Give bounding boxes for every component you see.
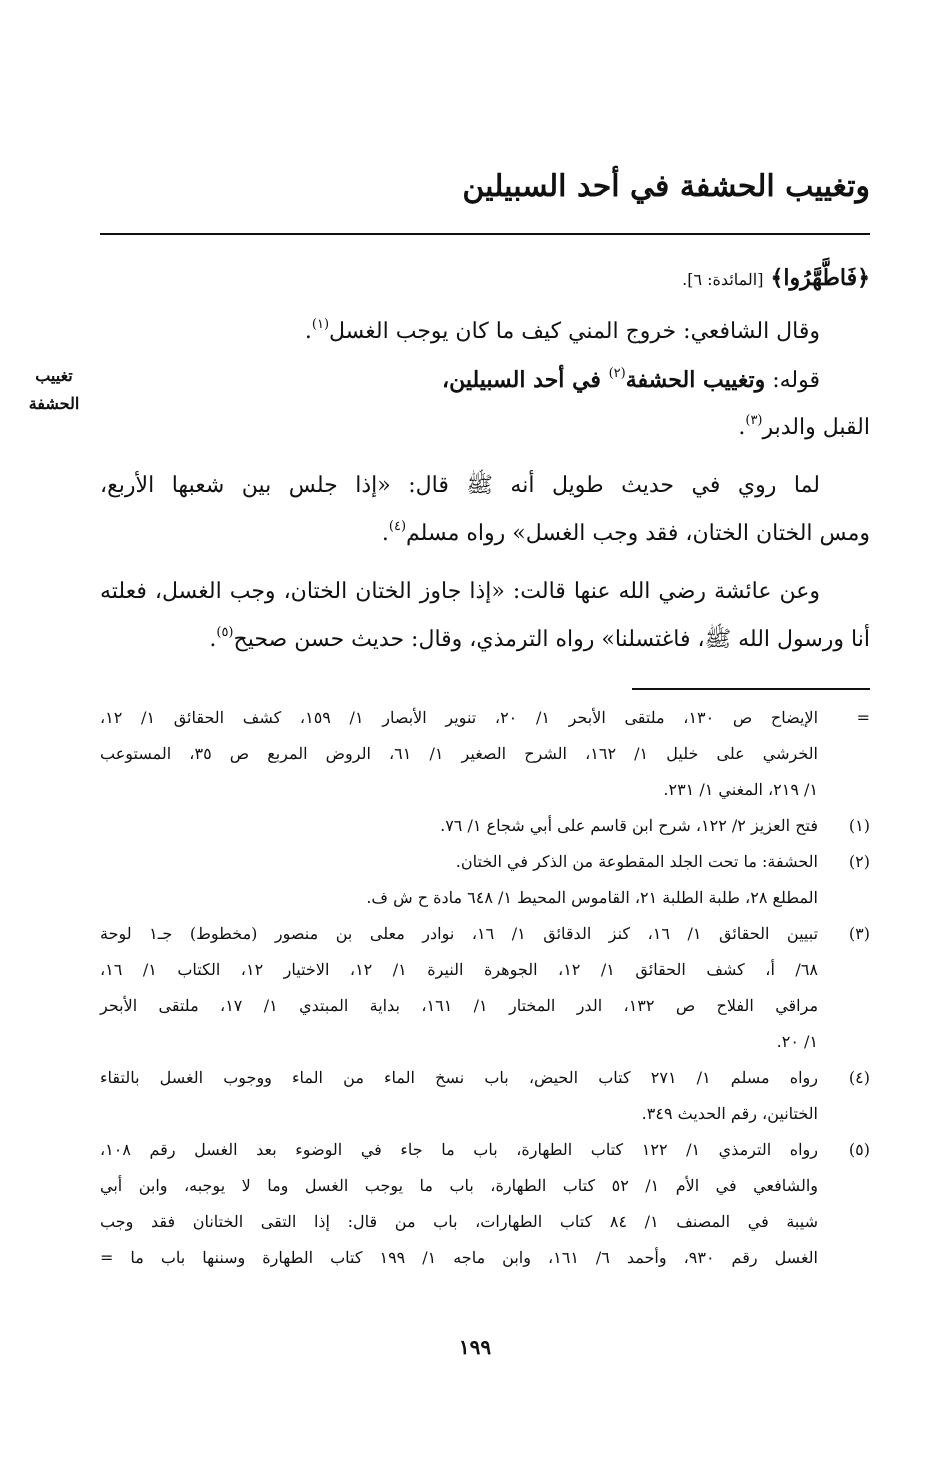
footnote-line: والشافعي في الأم ١/ ٥٢ كتاب الطهارة، باب ما يوجب الغسل وما لا يوجبه، وابن أبي	[100, 1176, 818, 1195]
matn-text: وتغييب الحشفة	[625, 367, 766, 393]
text-line	[100, 616, 870, 664]
footnote-line: ٦٨/ أ، كشف الحقائق ١/ ١٢، الجوهرة النيرة ١/ ١٢، الاختيار ١٢، الكتاب ١/ ١٦،	[100, 960, 818, 979]
footnote-marker: (٣)	[848, 924, 870, 943]
paragraph-text: القبل والدبر	[762, 415, 870, 440]
footnote-continuation	[100, 700, 870, 808]
margin-note-line: الحشفة	[28, 394, 80, 413]
footnote-separator	[632, 688, 870, 690]
footnote-line: فتح العزيز ٢/ ١٢٢، شرح ابن قاسم على أبي شجاع ١/ ٧٦.	[440, 816, 818, 835]
footnote-line: تبيين الحقائق ١/ ١٦، كنز الدقائق ١/ ١٦، نوادر معلى بن منصور (مخطوط) جـ١ لوحة	[100, 924, 819, 943]
footnote-line: الإيضاح ص ١٣٠، ملتقى الأبحر ١/ ٢٠، تنوير الأبصار ١/ ١٥٩، كشف الحقائق ١/ ١٢،	[100, 708, 819, 727]
footnote-ref: (٥)	[216, 625, 234, 640]
footnote-ref: (١)	[311, 317, 330, 332]
footnote-line: رواه مسلم ١/ ٢٧١ كتاب الحيض، باب نسخ الماء من الماء ووجوب الغسل بالتقاء	[100, 1068, 818, 1087]
footnote-line: المطلع ٢٨، طلبة الطلبة ٢١، القاموس المحيط ١/ ٦٤٨ مادة ح ش ف.	[366, 888, 818, 907]
verse-quote: ﴿فَاطَّهَّرُوا﴾	[770, 265, 870, 291]
margin-note-line: تغييب	[35, 366, 73, 385]
footnote-marker: (٥)	[848, 1140, 870, 1159]
verse-reference: [المائدة: ٦].	[682, 270, 764, 289]
header-rule	[100, 233, 870, 235]
footnote-marker: (١)	[848, 816, 870, 835]
footnote-4	[100, 1060, 870, 1132]
text-line	[100, 404, 870, 452]
footnote-line: مراقي الفلاح ص ١٣٢، الدر المختار ١/ ١٦١، بداية المبتدي ١/ ١٧، ملتقى الأبحر	[100, 996, 819, 1015]
footnote-line: ١/ ٢١٩، المغني ١/ ٢٣١.	[663, 780, 818, 799]
footnotes	[100, 700, 870, 1276]
paragraph-text: قوله:	[765, 368, 820, 393]
footnote-line: رواه الترمذي ١/ ١٢٢ كتاب الطهارة، باب ما جاء في الوضوء بعد الغسل رقم ١٠٨،	[100, 1140, 818, 1159]
footnote-marker: (٢)	[848, 852, 870, 871]
matn-text: في أحد السبيلين،	[442, 367, 609, 393]
paragraph-text: أنا ورسول الله ﷺ، فاغتسلنا» رواه الترمذي، وقال: حديث حسن صحيح	[233, 627, 870, 652]
footnote-line: شيبة في المصنف ١/ ٨٤ كتاب الطهارات، باب من قال: إذا التقى الختانان فقد وجب	[100, 1212, 818, 1231]
punctuation: .	[381, 521, 389, 546]
text-line	[100, 308, 870, 356]
text-line: وعن عائشة رضي الله عنها قالت: «إذا جاوز الختان الختان، وجب الغسل، فعلته	[100, 579, 820, 604]
footnote-3	[100, 916, 870, 1060]
footnote-1	[100, 808, 870, 844]
footnote-line: الغسل رقم ٩٣٠، وأحمد ٦/ ١٦١، وابن ماجه ١/ ١٩٩ كتاب الطهارة وسننها باب ما =	[100, 1248, 818, 1267]
punctuation: .	[209, 627, 217, 652]
footnote-line: الخرشي على خليل ١/ ١٦٢، الشرح الصغير ١/ ٦١، الروض المربع ص ٣٥، المستوعب	[100, 744, 818, 763]
footnote-line: الختانين، رقم الحديث ٣٤٩.	[641, 1104, 818, 1123]
punctuation: .	[738, 415, 746, 440]
footnote-ref: (٣)	[745, 413, 763, 428]
text-line	[100, 356, 870, 404]
footnote-2	[100, 844, 870, 916]
text-line	[100, 510, 870, 558]
text-line	[100, 254, 870, 302]
running-header: وتغييب الحشفة في أحد السبيلين	[462, 169, 870, 204]
text-line: لما روي في حديث طويل أنه ﷺ قال: «إذا جلس بين شعبها الأربع،	[100, 473, 820, 498]
footnote-marker: (٤)	[848, 1068, 870, 1087]
footnote-line: ١/ ٢٠.	[776, 1032, 818, 1051]
footnote-marker: =	[856, 708, 870, 727]
footnote-ref: (٢)	[608, 366, 626, 381]
paragraph-text: ومس الختان الختان، فقد وجب الغسل» رواه مسلم	[406, 521, 870, 546]
margin-note	[20, 362, 88, 418]
page-number: ١٩٩	[458, 1335, 492, 1359]
footnote-ref: (٤)	[388, 519, 407, 534]
main-text	[100, 254, 870, 664]
footnote-5	[100, 1132, 870, 1276]
paragraph-text: وقال الشافعي: خروج المني كيف ما كان يوجب الغسل	[329, 319, 820, 344]
punctuation: .	[304, 319, 312, 344]
footnote-line: الحشفة: ما تحت الجلد المقطوعة من الذكر في الختان.	[455, 852, 818, 871]
